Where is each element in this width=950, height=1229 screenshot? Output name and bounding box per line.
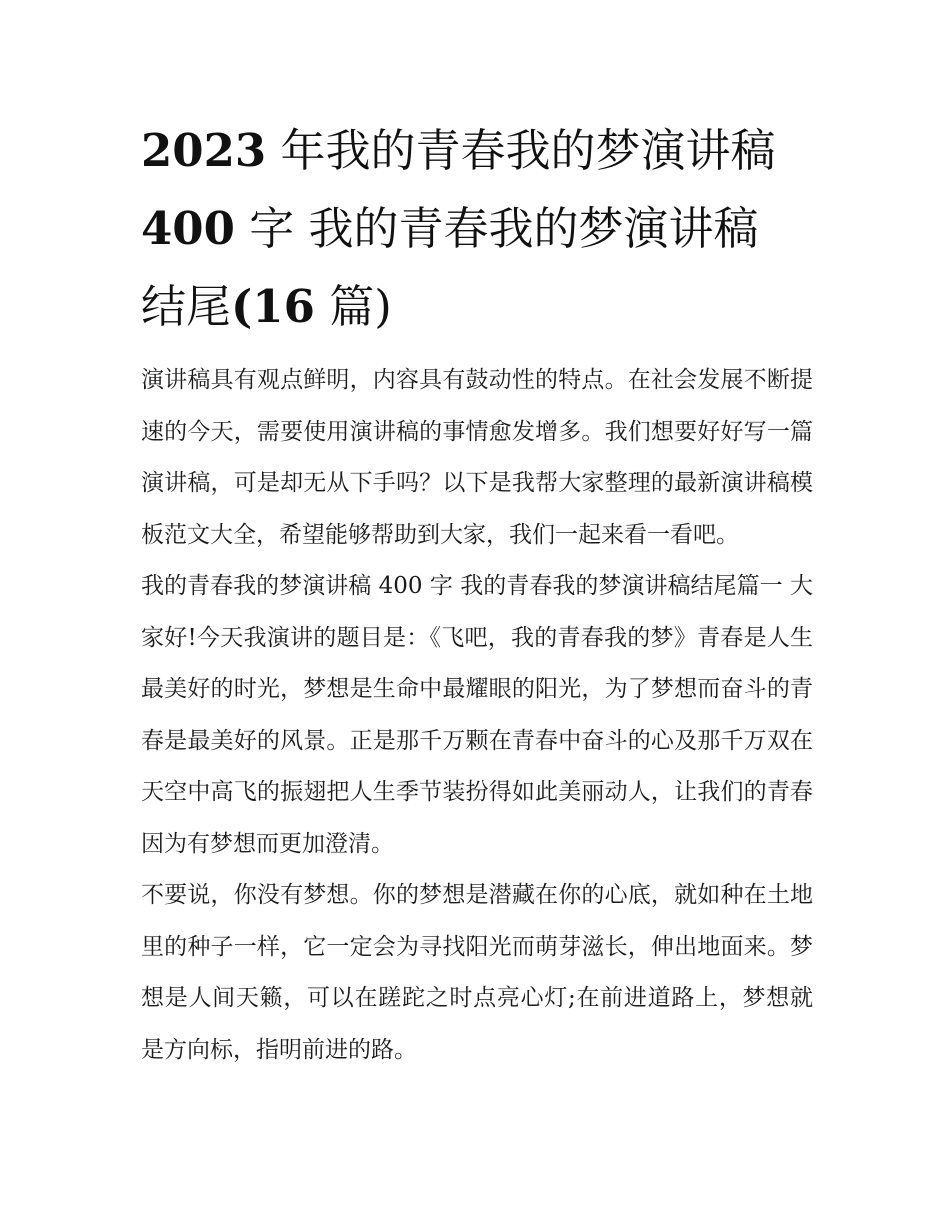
title-year: 2023 <box>141 124 267 177</box>
title-count: (16 <box>231 280 315 333</box>
title-line-1-text: 年我的青春我的梦演讲稿 <box>266 124 776 177</box>
paragraph-dream: 不要说，你没有梦想。你的梦想是潜藏在你的心底，就如种在土地里的种子一样，它一定会为寻找阳光而萌芽滋长，伸出地面来。梦想是人间天籁，可以在蹉跎之时点亮心灯;在前进道路上，梦想就是方向标，指明前进的路。 <box>141 882 813 1063</box>
title-line-3-text-b: 篇) <box>314 280 392 333</box>
title-line-3-text-a: 结尾 <box>141 280 232 333</box>
document-title <box>141 112 813 346</box>
title-line-2-text: 字 我的青春我的梦演讲稿 <box>234 202 759 255</box>
title-word-count: 400 <box>141 202 235 255</box>
paragraph-intro: 演讲稿具有观点鲜明，内容具有鼓动性的特点。在社会发展不断提速的今天，需要使用演讲稿的事情愈发增多。我们想要好好写一篇演讲稿，可是却无从下手吗？以下是我帮大家整理的最新演讲稿模板范文大全，希望能够帮助到大家，我们一起来看一看吧。 <box>141 367 813 548</box>
document-page <box>141 112 813 1076</box>
paragraph-speech-opening: 我的青春我的梦演讲稿 400 字 我的青春我的梦演讲稿结尾篇一 大家好!今天我演讲的题目是：《飞吧，我的青春我的梦》青春是人生最美好的时光，梦想是生命中最耀眼的阳光，为了梦想而奋斗的青春是最美好的风景。正是那千万颗在青春中奋斗的心及那千万双在天空中高飞的振翅把人生季节装扮得如此美丽动人，让我们的青春因为有梦想而更加澄清。 <box>141 573 813 857</box>
